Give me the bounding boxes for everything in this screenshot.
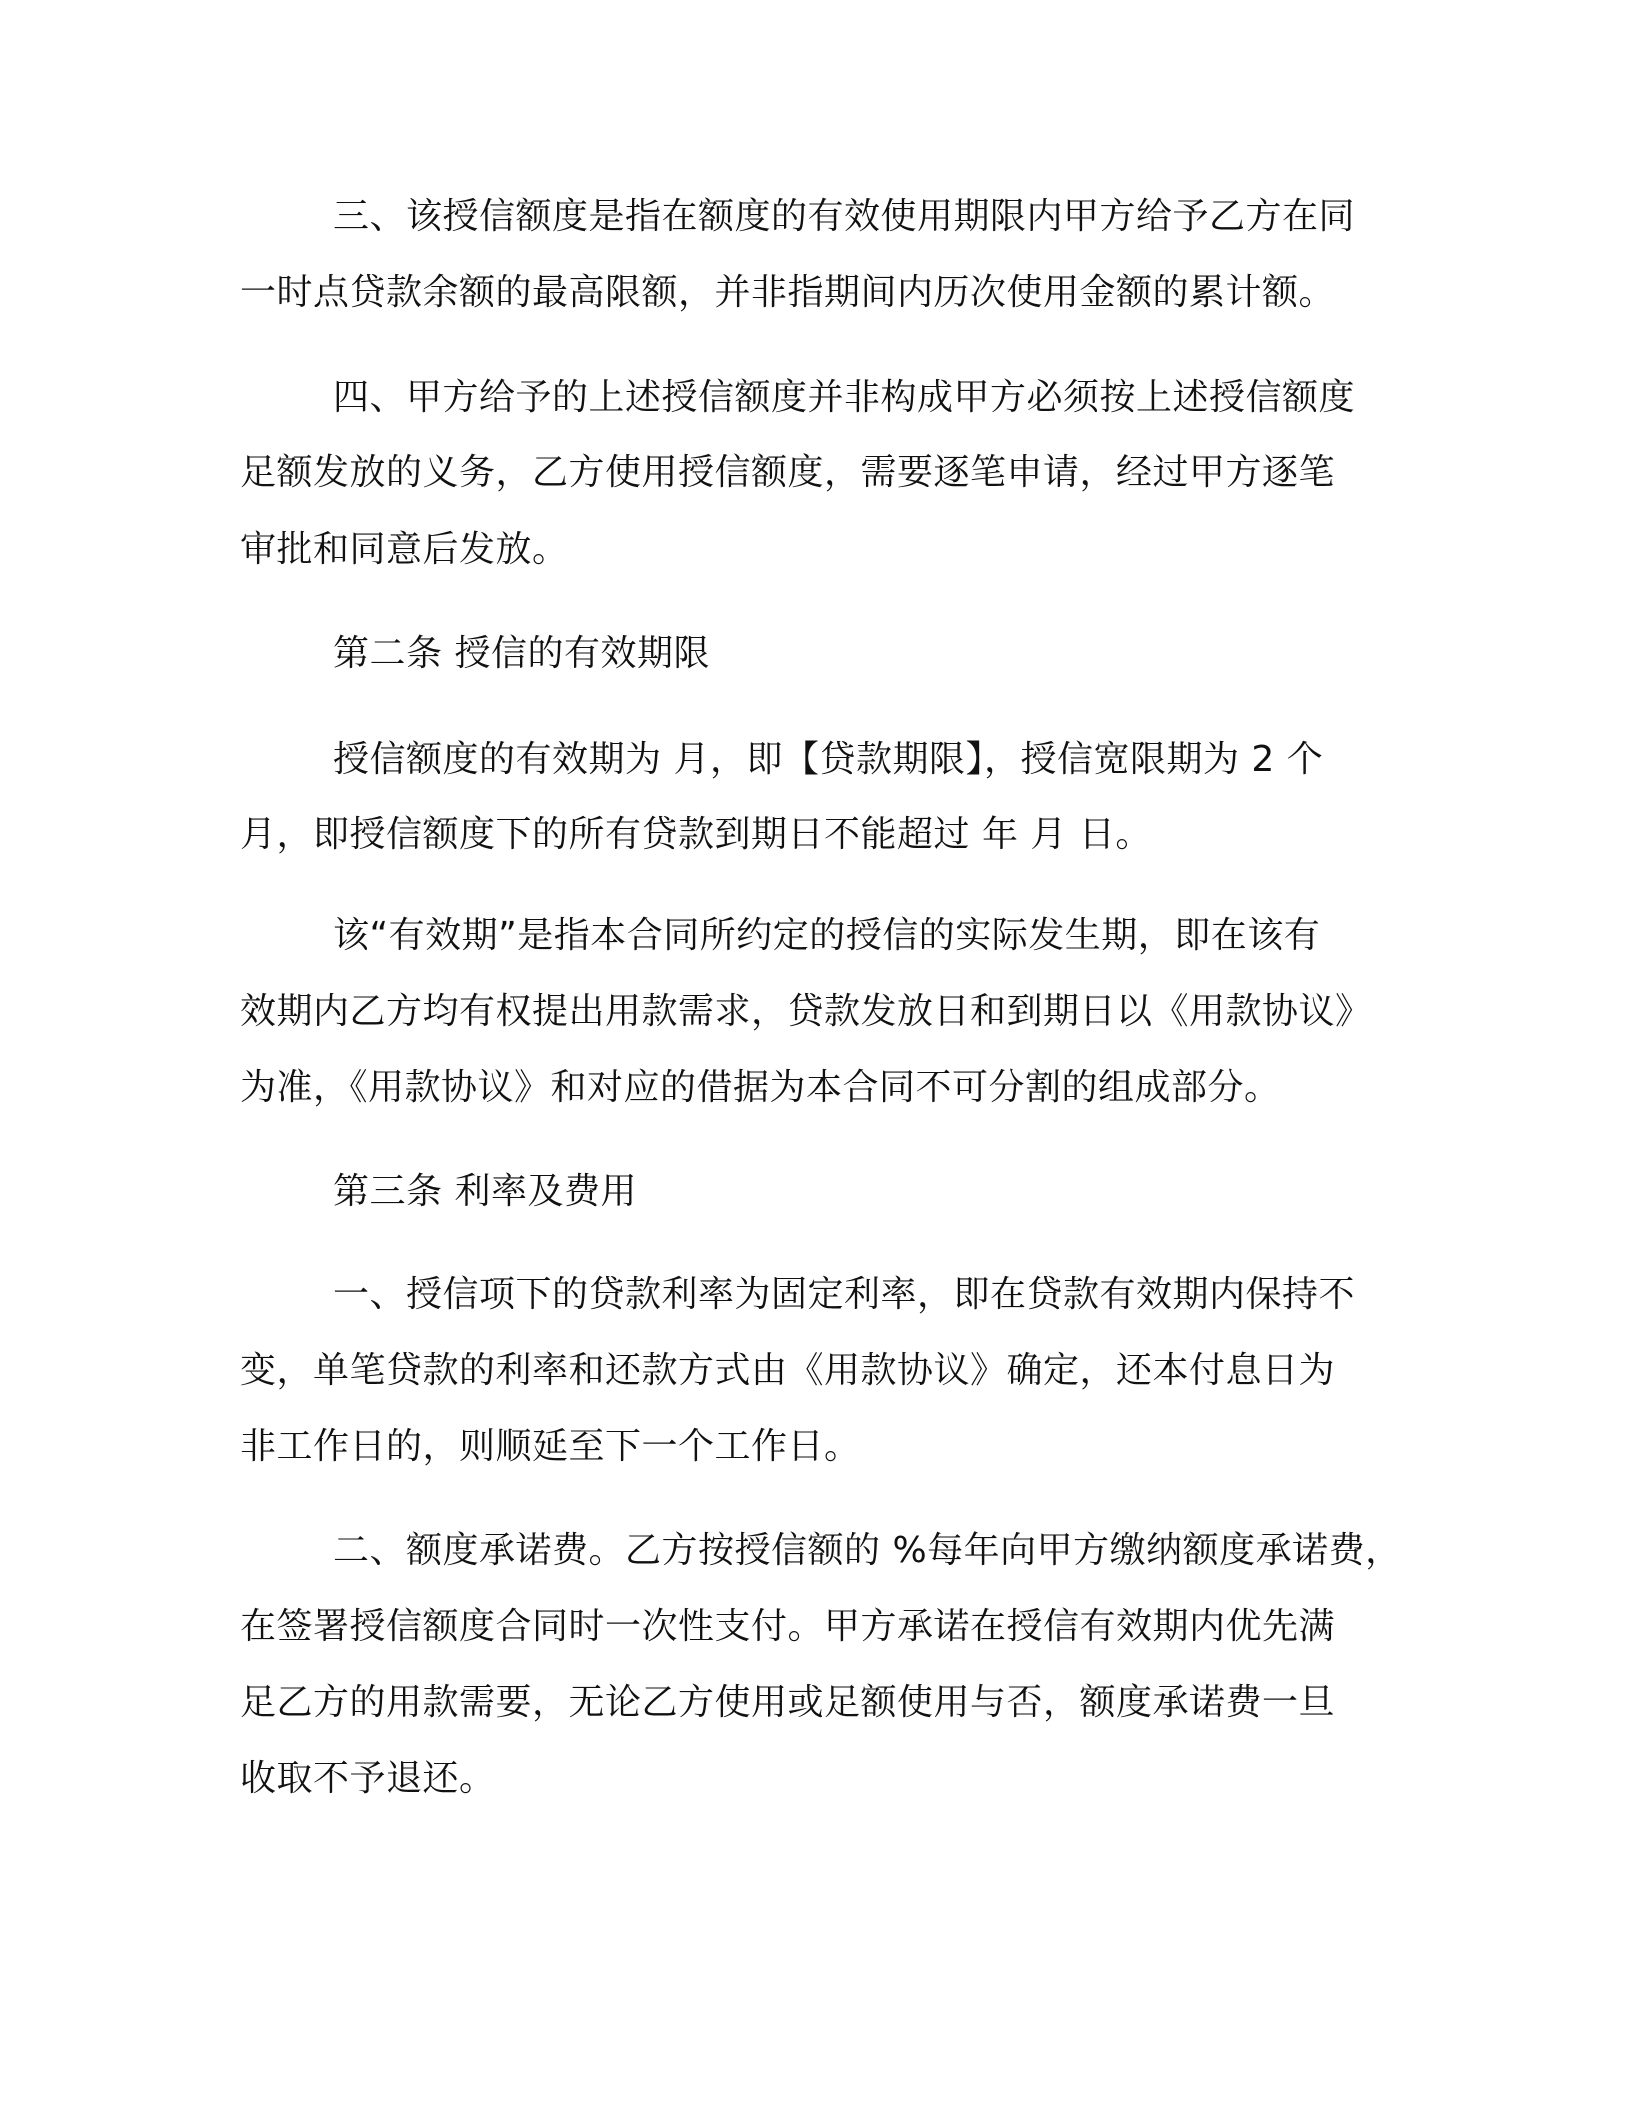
validity-definition-line-1: 该“有效期”是指本合同所约定的授信的实际发生期，即在该有 <box>333 915 1321 956</box>
validity-period-line-2: 月，即授信额度下的所有贷款到期日不能超过 年 月 日。 <box>240 814 1152 855</box>
interest-rate-line-2: 变，单笔贷款的利率和还款方式由《用款协议》确定，还本付息日为 <box>240 1350 1336 1391</box>
interest-rate-line-1: 一、授信项下的贷款利率为固定利率，即在贷款有效期内保持不 <box>333 1274 1356 1315</box>
clause-three-line-1: 三、该授信额度是指在额度的有效使用期限内甲方给予乙方在同 <box>333 196 1356 237</box>
clause-four-line-1: 四、甲方给予的上述授信额度并非构成甲方必须按上述授信额度 <box>333 377 1356 418</box>
commitment-fee-line-2: 在签署授信额度合同时一次性支付。甲方承诺在授信有效期内优先满 <box>240 1606 1336 1647</box>
commitment-fee-line-3: 足乙方的用款需要，无论乙方使用或足额使用与否，额度承诺费一旦 <box>240 1682 1336 1723</box>
clause-four-line-3: 审批和同意后发放。 <box>240 529 569 570</box>
article-three-heading: 第三条 利率及费用 <box>333 1171 637 1212</box>
clause-three-line-2: 一时点贷款余额的最高限额，并非指期间内历次使用金额的累计额。 <box>240 272 1336 313</box>
commitment-fee-line-1: 二、额度承诺费。乙方按授信额的 %每年向甲方缴纳额度承诺费， <box>333 1530 1402 1571</box>
validity-period-line-1: 授信额度的有效期为 月，即【贷款期限】，授信宽限期为 2 个 <box>333 739 1324 780</box>
article-two-heading: 第二条 授信的有效期限 <box>333 633 710 674</box>
clause-four-line-2: 足额发放的义务，乙方使用授信额度，需要逐笔申请，经过甲方逐笔 <box>240 452 1336 493</box>
validity-definition-line-3: 为准，《用款协议》和对应的借据为本合同不可分割的组成部分。 <box>240 1067 1281 1108</box>
interest-rate-line-3: 非工作日的，则顺延至下一个工作日。 <box>240 1426 861 1467</box>
validity-definition-line-2: 效期内乙方均有权提出用款需求，贷款发放日和到期日以《用款协议》 <box>240 991 1372 1032</box>
commitment-fee-line-4: 收取不予退还。 <box>240 1758 496 1799</box>
